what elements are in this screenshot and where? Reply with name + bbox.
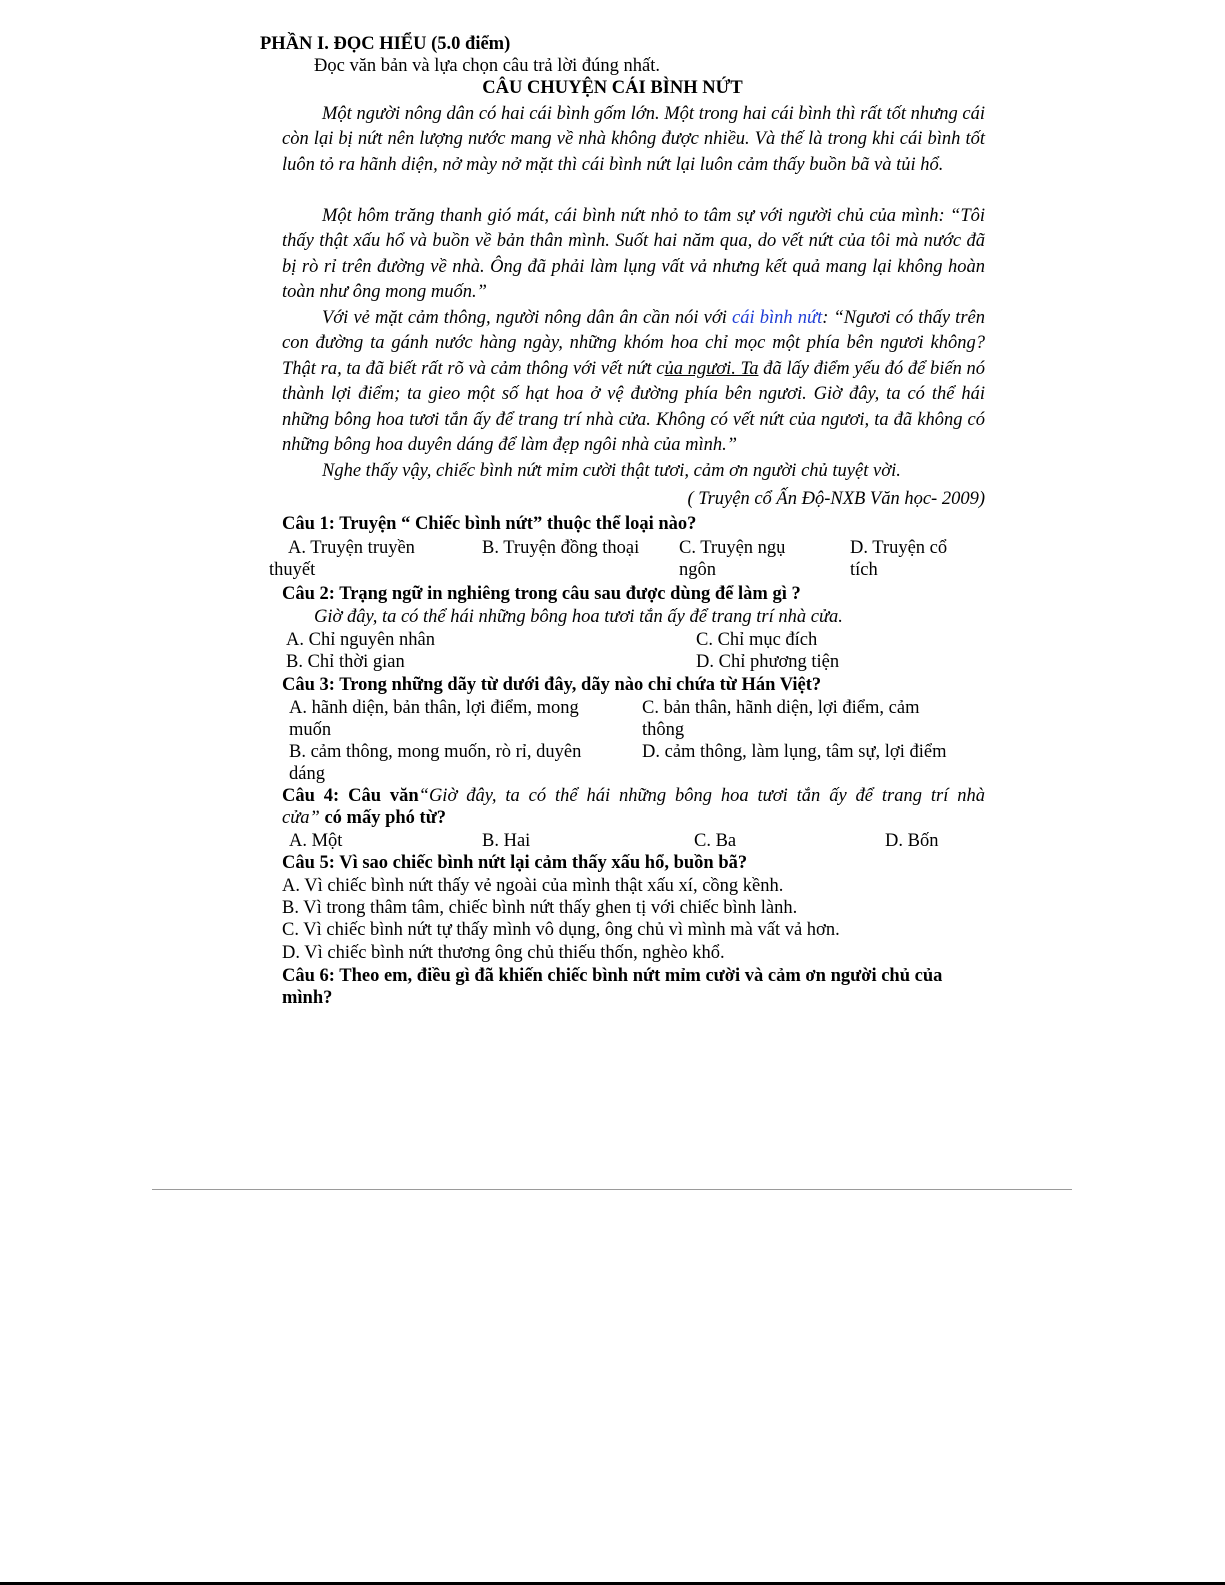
question-1-text: : Truyện “ Chiếc bình nứt” thuộc thể loại nào? — [328, 514, 697, 534]
q5-option-d: D. Vì chiếc bình nứt thương ông chủ thiếu thốn, nghèo khổ. — [282, 943, 725, 963]
q3-option-a: A. hãnh diện, bản thân, lợi điểm, mong — [289, 698, 579, 718]
question-5: Câu 5: Vì sao chiếc bình nứt lại cảm thấy xấu hổ, buồn bã? — [282, 853, 748, 873]
section-title: PHẦN I. ĐỌC HIỂU (5.0 điểm) — [260, 34, 511, 54]
question-6-line-2: mình? — [282, 988, 333, 1008]
q3-option-a-cont: muốn — [289, 720, 332, 740]
q4-option-b: B. Hai — [482, 831, 531, 851]
hyperlink-cai-binh-nut[interactable]: cái bình nứt — [732, 308, 823, 328]
story-title: CÂU CHUYỆN CÁI BÌNH NỨT — [482, 78, 743, 98]
q5-option-a: A. Vì chiếc bình nứt thấy vẻ ngoài của mình thật xấu xí, cồng kềnh. — [282, 876, 784, 896]
question-1 — [282, 513, 696, 535]
q3-option-b: B. cảm thông, mong muốn, rò rỉ, duyên — [289, 742, 582, 762]
q1-option-c: C. Truyện ngụ — [679, 538, 786, 558]
q3-option-c: C. bản thân, hãnh diện, lợi điểm, cảm — [642, 698, 920, 718]
q5-option-b: B. Vì trong thâm tâm, chiếc bình nứt thấy ghen tị với chiếc bình lành. — [282, 898, 798, 918]
instruction: Đọc văn bản và lựa chọn câu trả lời đúng nhất. — [314, 56, 661, 76]
q4-option-a: A. Một — [289, 831, 343, 851]
story-paragraph-4: Nghe thấy vậy, chiếc bình nứt mỉm cười thật tươi, cảm ơn người chủ tuyệt vời. — [322, 461, 901, 481]
question-2-text: : Trạng ngữ in nghiêng trong câu sau được dùng để làm gì ? — [328, 584, 801, 604]
q3-option-c-cont: thông — [642, 720, 685, 740]
question-4-tail: có mấy phó từ? — [319, 808, 447, 828]
q2-option-d: D. Chỉ phương tiện — [696, 652, 840, 672]
page-separator — [152, 1189, 1072, 1190]
q1-option-d-cont: tích — [850, 560, 878, 580]
question-3: Câu 3: Trong những dãy từ dưới đây, dãy nào chỉ chứa từ Hán Việt? — [282, 675, 822, 695]
q5-option-c: C. Vì chiếc bình nứt tự thấy mình vô dụng, ông chủ vì mình mà vất vả hơn. — [282, 920, 840, 940]
story-paragraph-1: Một người nông dân có hai cái bình gốm lớn. Một trong hai cái bình thì rất tốt nhưng cái còn lại bị nứt nên lượng nước mang về nhà không được nhiều. Và thế là trong khi cái bình tốt luôn tỏ ra hãnh diện, nở mày nở mặt thì cái bình nứt lại luôn cảm thấy buồn bã và tủi hổ. — [282, 104, 985, 175]
paragraph-3-part-c: đã lấy điểm yếu đó để biến nó thành lợi điểm; ta gieo một số hạt hoa ở vệ đường phía bên ngươi. Giờ đây, ta có thể hái những bông hoa tươi tắn ấy để trang trí nhà cửa. Không có vết nứt của ngươi, ta đã không có những bông hoa duyên dáng để làm đẹp ngôi nhà của mình.” — [282, 358, 986, 456]
q2-option-b: B. Chỉ thời gian — [286, 652, 405, 672]
q4-option-d: D. Bốn — [885, 831, 939, 851]
paragraph-3-part-b: : “Ngươi có thấy trên con đường ta gánh nước hàng ngày, những khóm hoa chỉ mọc một phía bên ngươi không? Thật ra, ta đã biết rất rõ và cảm thông với vết nứt c — [282, 308, 985, 379]
q1-option-c-cont: ngôn — [679, 560, 716, 580]
q1-option-b: B. Truyện đồng thoại — [482, 538, 640, 558]
q1-option-d: D. Truyện cổ — [850, 538, 948, 558]
question-2-label: Câu 2 — [282, 584, 329, 604]
question-4-lead: Câu 4: Câu văn — [282, 786, 419, 806]
q2-option-a: A. Chỉ nguyên nhân — [286, 630, 436, 650]
story-paragraph-2: Một hôm trăng thanh gió mát, cái bình nứt nhỏ to tâm sự với người chủ của mình: “Tôi thấy thật xấu hổ và buồn về bản thân mình. Suốt hai năm qua, do vết nứt của tôi mà nước đã bị rò rỉ trên đường về nhà. Ông đã phải làm lụng vất vả nhưng kết quả mang lại không hoàn toàn như ông mong muốn.” — [282, 206, 985, 303]
question-2-quote: Giờ đây, ta có thể hái những bông hoa tươi tắn ấy để trang trí nhà cửa. — [314, 607, 843, 627]
q1-option-a-cont: thuyết — [269, 560, 316, 580]
paragraph-3-underlined: ủa ngươi. Ta — [664, 358, 759, 379]
question-2 — [282, 583, 801, 605]
question-4-line-1 — [282, 785, 985, 807]
q3-option-b-cont: dáng — [289, 764, 325, 784]
q3-option-d: D. cảm thông, làm lụng, tâm sự, lợi điểm — [642, 742, 947, 762]
question-1-label: Câu 1 — [282, 514, 329, 534]
question-4-quote: “Giờ đây, ta có thể hái những bông hoa tươi tắn ấy để trang trí nhà — [418, 786, 985, 806]
story-source: ( Truyện cổ Ấn Độ-NXB Văn học- 2009) — [687, 489, 985, 509]
q4-option-c: C. Ba — [694, 831, 737, 851]
q2-option-c: C. Chỉ mục đích — [696, 630, 818, 650]
question-6-line-1: Câu 6: Theo em, điều gì đã khiến chiếc bình nứt mỉm cười và cảm ơn người chủ của — [282, 966, 943, 986]
paragraph-3-part-a: Với vẻ mặt cảm thông, người nông dân ân cần nói với — [322, 308, 732, 328]
story-paragraph-3 — [282, 306, 985, 458]
question-4-quote-end: cửa” — [282, 808, 320, 828]
question-4-line-2 — [282, 807, 446, 829]
q1-option-a: A. Truyện truyền — [288, 538, 415, 558]
